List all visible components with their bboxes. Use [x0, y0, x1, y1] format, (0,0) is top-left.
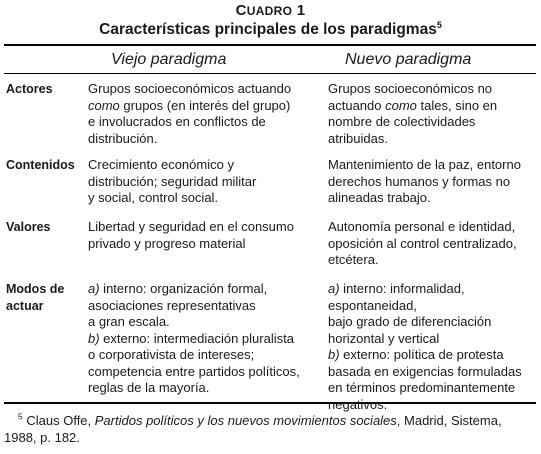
footnote-number: 5 [18, 411, 23, 422]
table-number-value: 1 [296, 2, 306, 19]
cell-line: b) externo: intermediación pluralista [88, 330, 294, 346]
cell-line: e involucrados en conflictos de [88, 114, 266, 129]
column-header-old: Viejo paradigma [111, 51, 227, 68]
footnote-work-title: Partidos políticos y los nuevos movimientos sociales [94, 413, 397, 428]
cell-line: distribución. [88, 130, 158, 146]
cell-line: privado y progreso material [88, 235, 246, 251]
footnote [4, 412, 536, 446]
table-title-text: Características principales de los paradigmas [99, 21, 437, 38]
row-label-modos-de-actuar [6, 281, 64, 314]
cell-line: competencia entre partidos políticos, [88, 363, 300, 379]
row-label-line: Valores [6, 220, 51, 234]
cell-line: alineadas trabajo. [328, 190, 431, 205]
row-label-line: Contenidos [6, 158, 75, 172]
cell-line: actuando como tales, sino en [328, 97, 498, 113]
cell-line: y social, control social. [88, 190, 219, 205]
footnote-author: Claus Offe, [26, 413, 95, 428]
cell-line: basada en exigencias formuladas [328, 363, 522, 379]
cell-line: en términos predominantemente [328, 380, 516, 395]
table-number-initial: C [235, 2, 247, 19]
table-number-rest: UADRO [246, 4, 293, 18]
cell-valores-old [88, 219, 294, 252]
cell-line: bajo grado de diferenciación [328, 314, 492, 329]
row-label-contenidos [6, 157, 75, 174]
cell-line: atribuidas. [328, 130, 388, 146]
cell-contenidos-old [88, 157, 256, 207]
cell-line: nombre de colectividades [328, 114, 476, 129]
row-label-line: actuar [6, 298, 44, 313]
cell-line: a gran escala. [88, 314, 170, 329]
cell-line: o corporativista de intereses; [88, 347, 255, 362]
cell-actores-new [328, 81, 497, 147]
row-label-line: Modos de [6, 282, 65, 296]
column-header-new: Nuevo paradigma [345, 51, 472, 68]
cell-line: b) externo: política de protesta [328, 347, 504, 362]
top-rule [4, 44, 536, 46]
row-label-actores [6, 81, 53, 98]
table-title-footnote-ref: 5 [436, 19, 442, 30]
cell-line: distribución; seguridad militar [88, 173, 257, 189]
cell-modos-old [88, 281, 300, 397]
cell-line: negativos. [328, 396, 388, 412]
cell-line: Autonomía personal e identidad, [328, 219, 516, 234]
header-rule [4, 73, 536, 74]
table-number [0, 3, 541, 19]
cell-line: Libertad y seguridad en el consumo [88, 219, 294, 234]
table-title [0, 21, 541, 39]
cell-line: como grupos (en interés del grupo) [88, 97, 291, 113]
cell-valores-new [328, 219, 517, 269]
cell-line: Grupos socioeconómicos actuando [88, 81, 292, 96]
cell-line: horizontal y vertical [328, 330, 440, 346]
cell-line: asociaciones representativas [88, 297, 256, 313]
cell-line: a) interno: organización formal, [88, 281, 268, 296]
row-label-line: Actores [6, 82, 53, 96]
cell-modos-new [328, 281, 522, 413]
cell-line: oposición al control centralizado, [328, 235, 517, 251]
cell-actores-old [88, 81, 291, 147]
cell-line: espontaneidad, [328, 297, 417, 313]
footnote-publication: , Madrid, Sistema, 1988, p. 182. [4, 413, 502, 445]
cell-line: Crecimiento económico y [88, 157, 234, 172]
cell-line: derechos humanos y formas no [328, 173, 511, 189]
cell-line: reglas de la mayoría. [88, 380, 210, 395]
cell-line: a) interno: informalidad, [328, 281, 465, 296]
cell-contenidos-new [328, 157, 521, 207]
cell-line: Grupos socioeconómicos no [328, 81, 493, 96]
row-label-valores [6, 219, 50, 236]
cell-line: etcétera. [328, 252, 379, 267]
cell-line: Mantenimiento de la paz, entorno [328, 157, 521, 172]
